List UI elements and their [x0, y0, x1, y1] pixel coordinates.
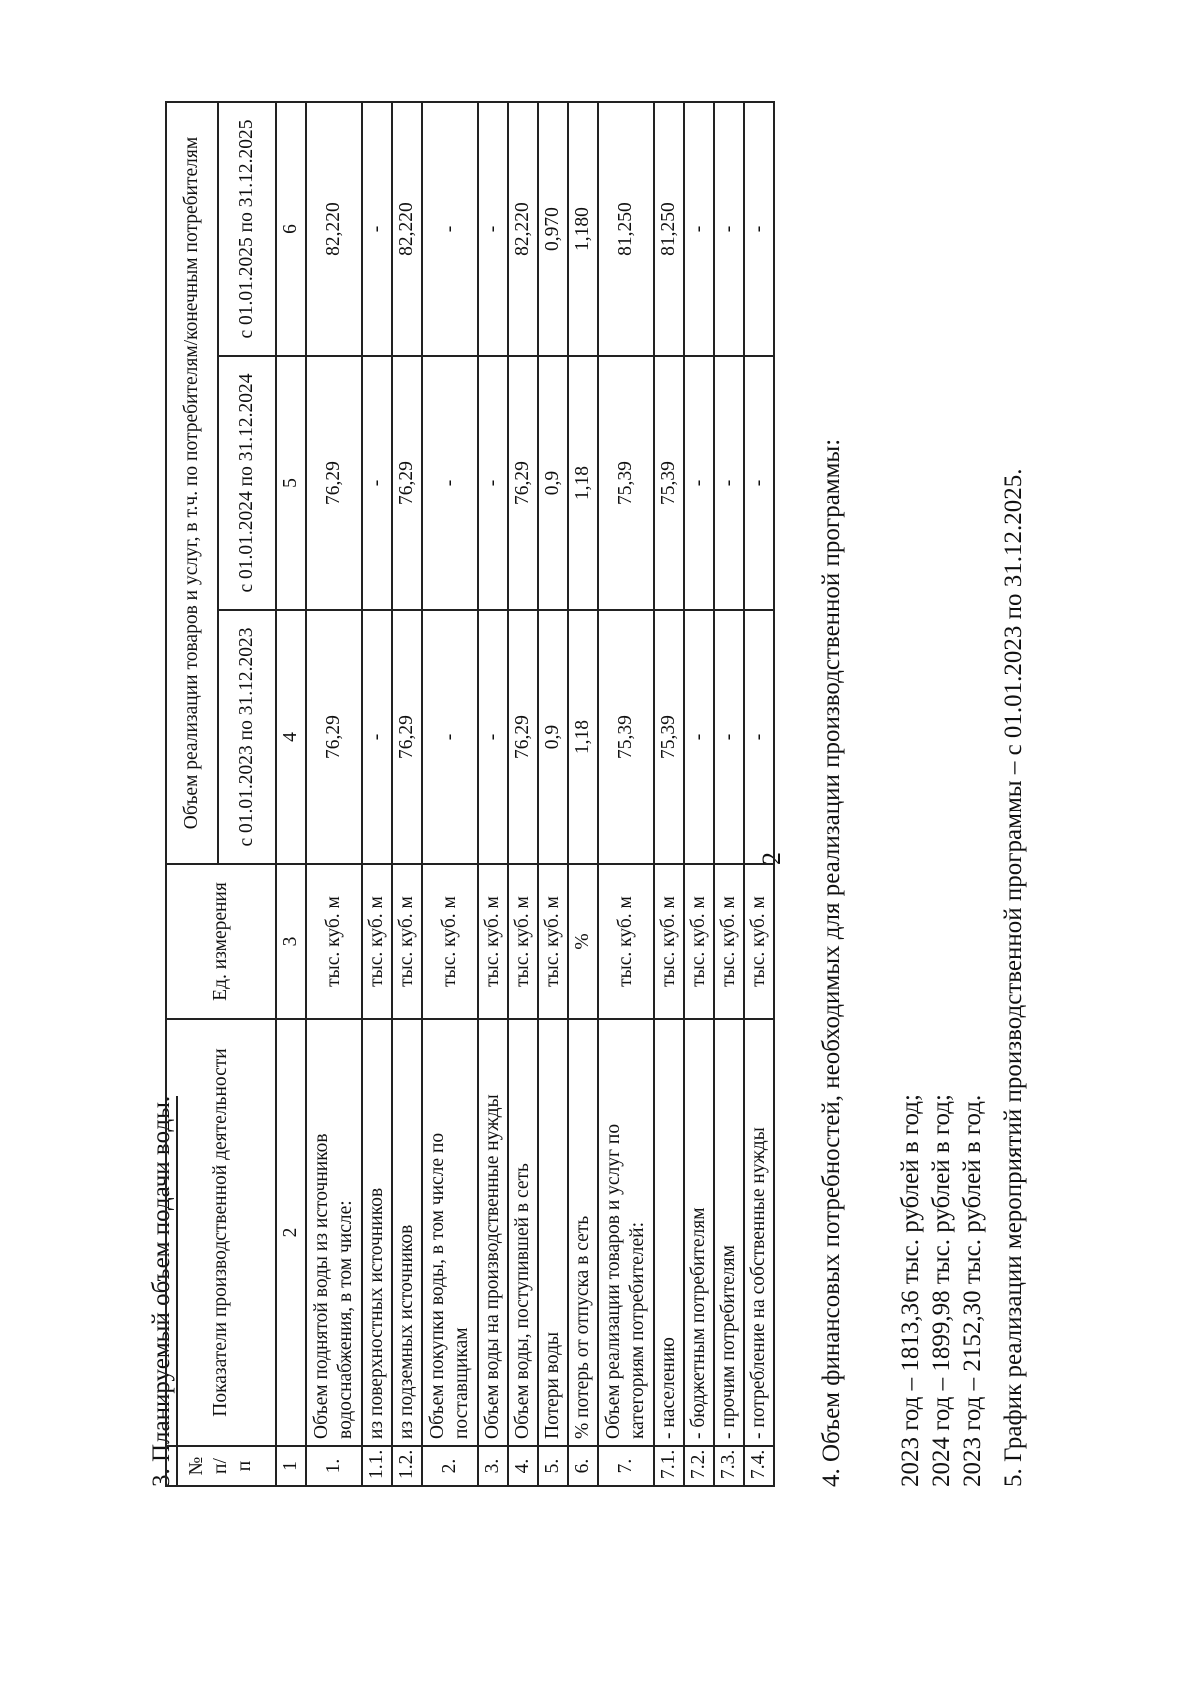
table-row — [744, 102, 774, 1486]
page-number: 2 — [757, 852, 786, 865]
row-value-2025: 82,220 — [508, 102, 538, 356]
header-num: № п/п — [166, 1446, 276, 1486]
row-value-2024: 76,29 — [508, 356, 538, 610]
row-unit: тыс. куб. м — [684, 864, 714, 1019]
row-indicator: - населению — [654, 1019, 684, 1446]
financial-year-line: 2023 год – 1813,36 тыс. рублей в год; — [897, 1094, 924, 1487]
row-value-2023: 0,9 — [538, 610, 568, 864]
row-indicator: Объем реализации товаров и услуг по категориям потребителей: — [598, 1019, 654, 1446]
row-value-2025: 82,220 — [392, 102, 422, 356]
row-value-2024: - — [478, 356, 508, 610]
row-value-2023: 75,39 — [654, 610, 684, 864]
header-period-2025: с 01.01.2025 по 31.12.2025 — [218, 102, 276, 356]
row-number: 1. — [306, 1446, 362, 1486]
row-unit: тыс. куб. м — [744, 864, 774, 1019]
row-number: 7. — [598, 1446, 654, 1486]
row-value-2024: 76,29 — [306, 356, 362, 610]
row-value-2024: - — [684, 356, 714, 610]
row-unit: тыс. куб. м — [508, 864, 538, 1019]
header-indicator: Показатели производственной деятельности — [166, 1019, 276, 1446]
table-row — [654, 102, 684, 1486]
row-indicator: - бюджетным потребителям — [684, 1019, 714, 1446]
financial-year-line: 2024 год – 1899,98 тыс. рублей в год; — [928, 1094, 955, 1487]
row-value-2024: 76,29 — [392, 356, 422, 610]
row-value-2023: - — [744, 610, 774, 864]
header-group: Объем реализации товаров и услуг, в т.ч. по потребителям/конечным потребителям — [166, 102, 218, 864]
row-value-2024: - — [714, 356, 744, 610]
header-period-2023: с 01.01.2023 по 31.12.2023 — [218, 610, 276, 864]
row-value-2023: 76,29 — [306, 610, 362, 864]
row-value-2024: - — [362, 356, 392, 610]
row-number: 1.1. — [362, 1446, 392, 1486]
table-row — [478, 102, 508, 1486]
row-value-2023: - — [422, 610, 478, 864]
row-unit: % — [568, 864, 598, 1019]
row-number: 7.1. — [654, 1446, 684, 1486]
table-row — [568, 102, 598, 1486]
header-col-number: 1 — [276, 1446, 306, 1486]
row-value-2024: 75,39 — [598, 356, 654, 610]
row-number: 4. — [508, 1446, 538, 1486]
row-unit: тыс. куб. м — [392, 864, 422, 1019]
row-indicator: Потери воды — [538, 1019, 568, 1446]
table-row — [538, 102, 568, 1486]
row-number: 5. — [538, 1446, 568, 1486]
table-row — [306, 102, 362, 1486]
row-value-2025: 82,220 — [306, 102, 362, 356]
header-col-number: 6 — [276, 102, 306, 356]
row-indicator: % потерь от отпуска в сеть — [568, 1019, 598, 1446]
row-number: 7.4. — [744, 1446, 774, 1486]
header-col-number: 2 — [276, 1019, 306, 1446]
row-value-2023: - — [684, 610, 714, 864]
row-value-2023: 76,29 — [508, 610, 538, 864]
row-value-2023: 76,29 — [392, 610, 422, 864]
header-unit: Ед. измерения — [166, 864, 276, 1019]
row-unit: тыс. куб. м — [598, 864, 654, 1019]
row-unit: тыс. куб. м — [714, 864, 744, 1019]
row-indicator: - прочим потребителям — [714, 1019, 744, 1446]
row-number: 6. — [568, 1446, 598, 1486]
financial-year-line: 2023 год – 2152,30 тыс. рублей в год. — [959, 1094, 986, 1487]
table-row — [714, 102, 744, 1486]
row-unit: тыс. куб. м — [306, 864, 362, 1019]
row-indicator: из поверхностных источников — [362, 1019, 392, 1446]
row-value-2023: - — [714, 610, 744, 864]
header-period-2024: с 01.01.2024 по 31.12.2024 — [218, 356, 276, 610]
row-value-2025: 0,970 — [538, 102, 568, 356]
row-value-2025: - — [422, 102, 478, 356]
row-value-2024: 75,39 — [654, 356, 684, 610]
row-value-2024: - — [422, 356, 478, 610]
row-value-2023: - — [362, 610, 392, 864]
section-5-heading: 5. График реализации мероприятий производственной программы – с 01.01.2023 по 31.12.2025. — [1000, 468, 1027, 1487]
row-number: 3. — [478, 1446, 508, 1486]
header-col-number: 3 — [276, 864, 306, 1019]
row-value-2025: - — [362, 102, 392, 356]
section-4-heading: 4. Объем финансовых потребностей, необходимых для реализации производственной программы: — [818, 438, 845, 1487]
water-volume-table — [165, 101, 775, 1487]
row-value-2024: 0,9 — [538, 356, 568, 610]
table-row — [392, 102, 422, 1486]
row-indicator: Объем поднятой воды из источников водоснабжения, в том числе: — [306, 1019, 362, 1446]
table-row — [508, 102, 538, 1486]
row-unit: тыс. куб. м — [362, 864, 392, 1019]
row-number: 7.2. — [684, 1446, 714, 1486]
row-indicator: из подземных источников — [392, 1019, 422, 1446]
row-number: 1.2. — [392, 1446, 422, 1486]
row-value-2023: 75,39 — [598, 610, 654, 864]
table-row — [684, 102, 714, 1486]
table-body — [306, 102, 774, 1486]
table-row — [362, 102, 392, 1486]
row-value-2023: - — [478, 610, 508, 864]
financial-years-list — [895, 1094, 988, 1487]
row-value-2025: - — [744, 102, 774, 356]
row-unit: тыс. куб. м — [422, 864, 478, 1019]
row-indicator: - потребление на собственные нужды — [744, 1019, 774, 1446]
row-unit: тыс. куб. м — [538, 864, 568, 1019]
row-indicator: Объем воды, поступившей в сеть — [508, 1019, 538, 1446]
table-row — [422, 102, 478, 1486]
header-col-number: 5 — [276, 356, 306, 610]
table-row — [598, 102, 654, 1486]
row-number: 7.3. — [714, 1446, 744, 1486]
row-value-2024: - — [744, 356, 774, 610]
row-value-2024: 1,18 — [568, 356, 598, 610]
row-unit: тыс. куб. м — [654, 864, 684, 1019]
row-value-2023: 1,18 — [568, 610, 598, 864]
row-value-2025: - — [714, 102, 744, 356]
row-value-2025: 1,180 — [568, 102, 598, 356]
row-value-2025: 81,250 — [598, 102, 654, 356]
row-indicator: Объем покупки воды, в том числе по поставщикам — [422, 1019, 478, 1446]
row-unit: тыс. куб. м — [478, 864, 508, 1019]
section-3-heading: 3. Планируемый объем подачи воды. — [148, 1096, 178, 1487]
row-value-2025: - — [684, 102, 714, 356]
header-col-number: 4 — [276, 610, 306, 864]
row-indicator: Объем воды на производственные нужды — [478, 1019, 508, 1446]
row-value-2025: 81,250 — [654, 102, 684, 356]
row-value-2025: - — [478, 102, 508, 356]
row-number: 2. — [422, 1446, 478, 1486]
